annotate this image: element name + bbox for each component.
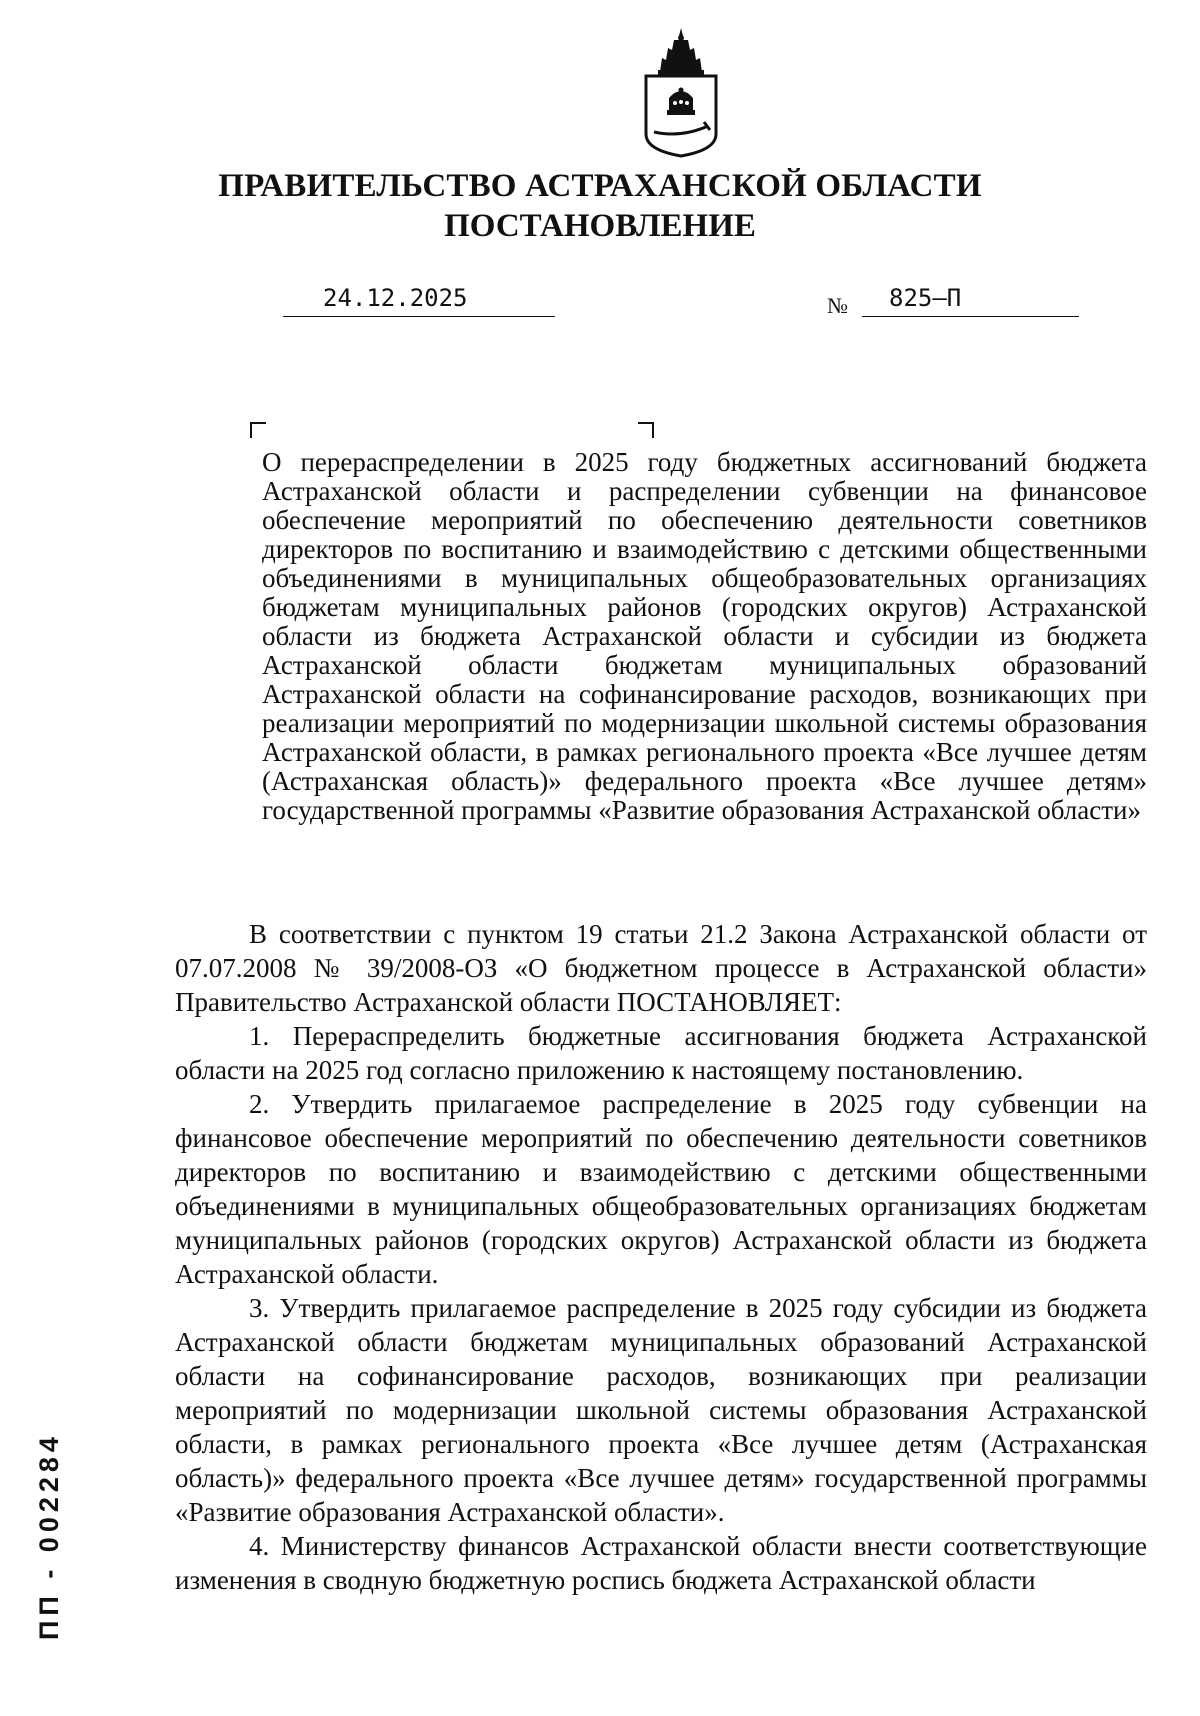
list-item: 4. Министерству финансов Астраханской области внести соответствующие изменения в сводную бюджетную роспись бюджета Астраханской области [175,1531,1147,1595]
title-corner-left [250,422,266,438]
list-item: 3. Утвердить прилагаемое распределение в 2025 году субсидии из бюджета Астраханской области бюджетам муниципальных образований Астраханской области на софинансирование расходов, возникающих при реализации мероприятий по модернизации школьной системы образования Астраханской области, в рамках регионального проекта «Все лучшее детям (Астраханская область)» федерального проекта «Все лучшее детям» государственной программы «Развитие образования Астраханской области». [175,1293,1147,1527]
number-label: № [827,293,848,318]
document-body [175,917,1147,1597]
list-item: 2. Утвердить прилагаемое распределение в 2025 году субвенции на финансовое обеспечение мероприятий по обеспечению деятельности советников директоров по воспитанию и взаимодействию с детскими общественными объединениями в муниципальных общеобразовательных организациях бюджетам муниципальных районов (городских округов) Астраханской области из бюджета Астраханской области. [175,1089,1147,1289]
document-date: 24.12.2025 [323,284,468,312]
organization-title: ПРАВИТЕЛЬСТВО АСТРАХАНСКОЙ ОБЛАСТИ [218,168,982,204]
coat-of-arms-icon [636,26,726,158]
document-subject: О перераспределении в 2025 году бюджетных ассигнований бюджета Астраханской области и распределении субвенции на финансовое обеспечение мероприятий по обеспечению деятельности советников директоров по воспитанию и взаимодействию с детскими общественными объединениями в муниципальных общеобразовательных организациях бюджетам муниципальных районов (городских округов) Астраханской области из бюджета Астраханской области и субсидии из бюджета Астраханской области бюджетам муниципальных образований Астраханской области на софинансирование расходов, возникающих при реализации мероприятий по модернизации школьной системы образования Астраханской области, в рамках регионального проекта «Все лучшее детям (Астраханская область)» федерального проекта «Все лучшее детям» государственной программы «Развитие образования Астраханской области» [262,447,1147,825]
title-corner-right [638,422,654,438]
number-field [862,283,1079,317]
list-item: 1. Перераспределить бюджетные ассигнования бюджета Астраханской области на 2025 год согласно приложению к настоящему постановлению. [175,1021,1147,1085]
registry-code: ПП - 002284 [34,1432,64,1640]
date-field [283,283,555,317]
preamble-paragraph: В соответствии с пунктом 19 статьи 21.2 Закона Астраханской области от 07.07.2008 № 39/2008-ОЗ «О бюджетном процессе в Астраханской области» Правительство Астраханской области ПОСТАНОВЛЯЕТ: [175,919,1147,1017]
document-type: ПОСТАНОВЛЕНИЕ [444,208,756,244]
document-number: 825–П [889,284,962,312]
